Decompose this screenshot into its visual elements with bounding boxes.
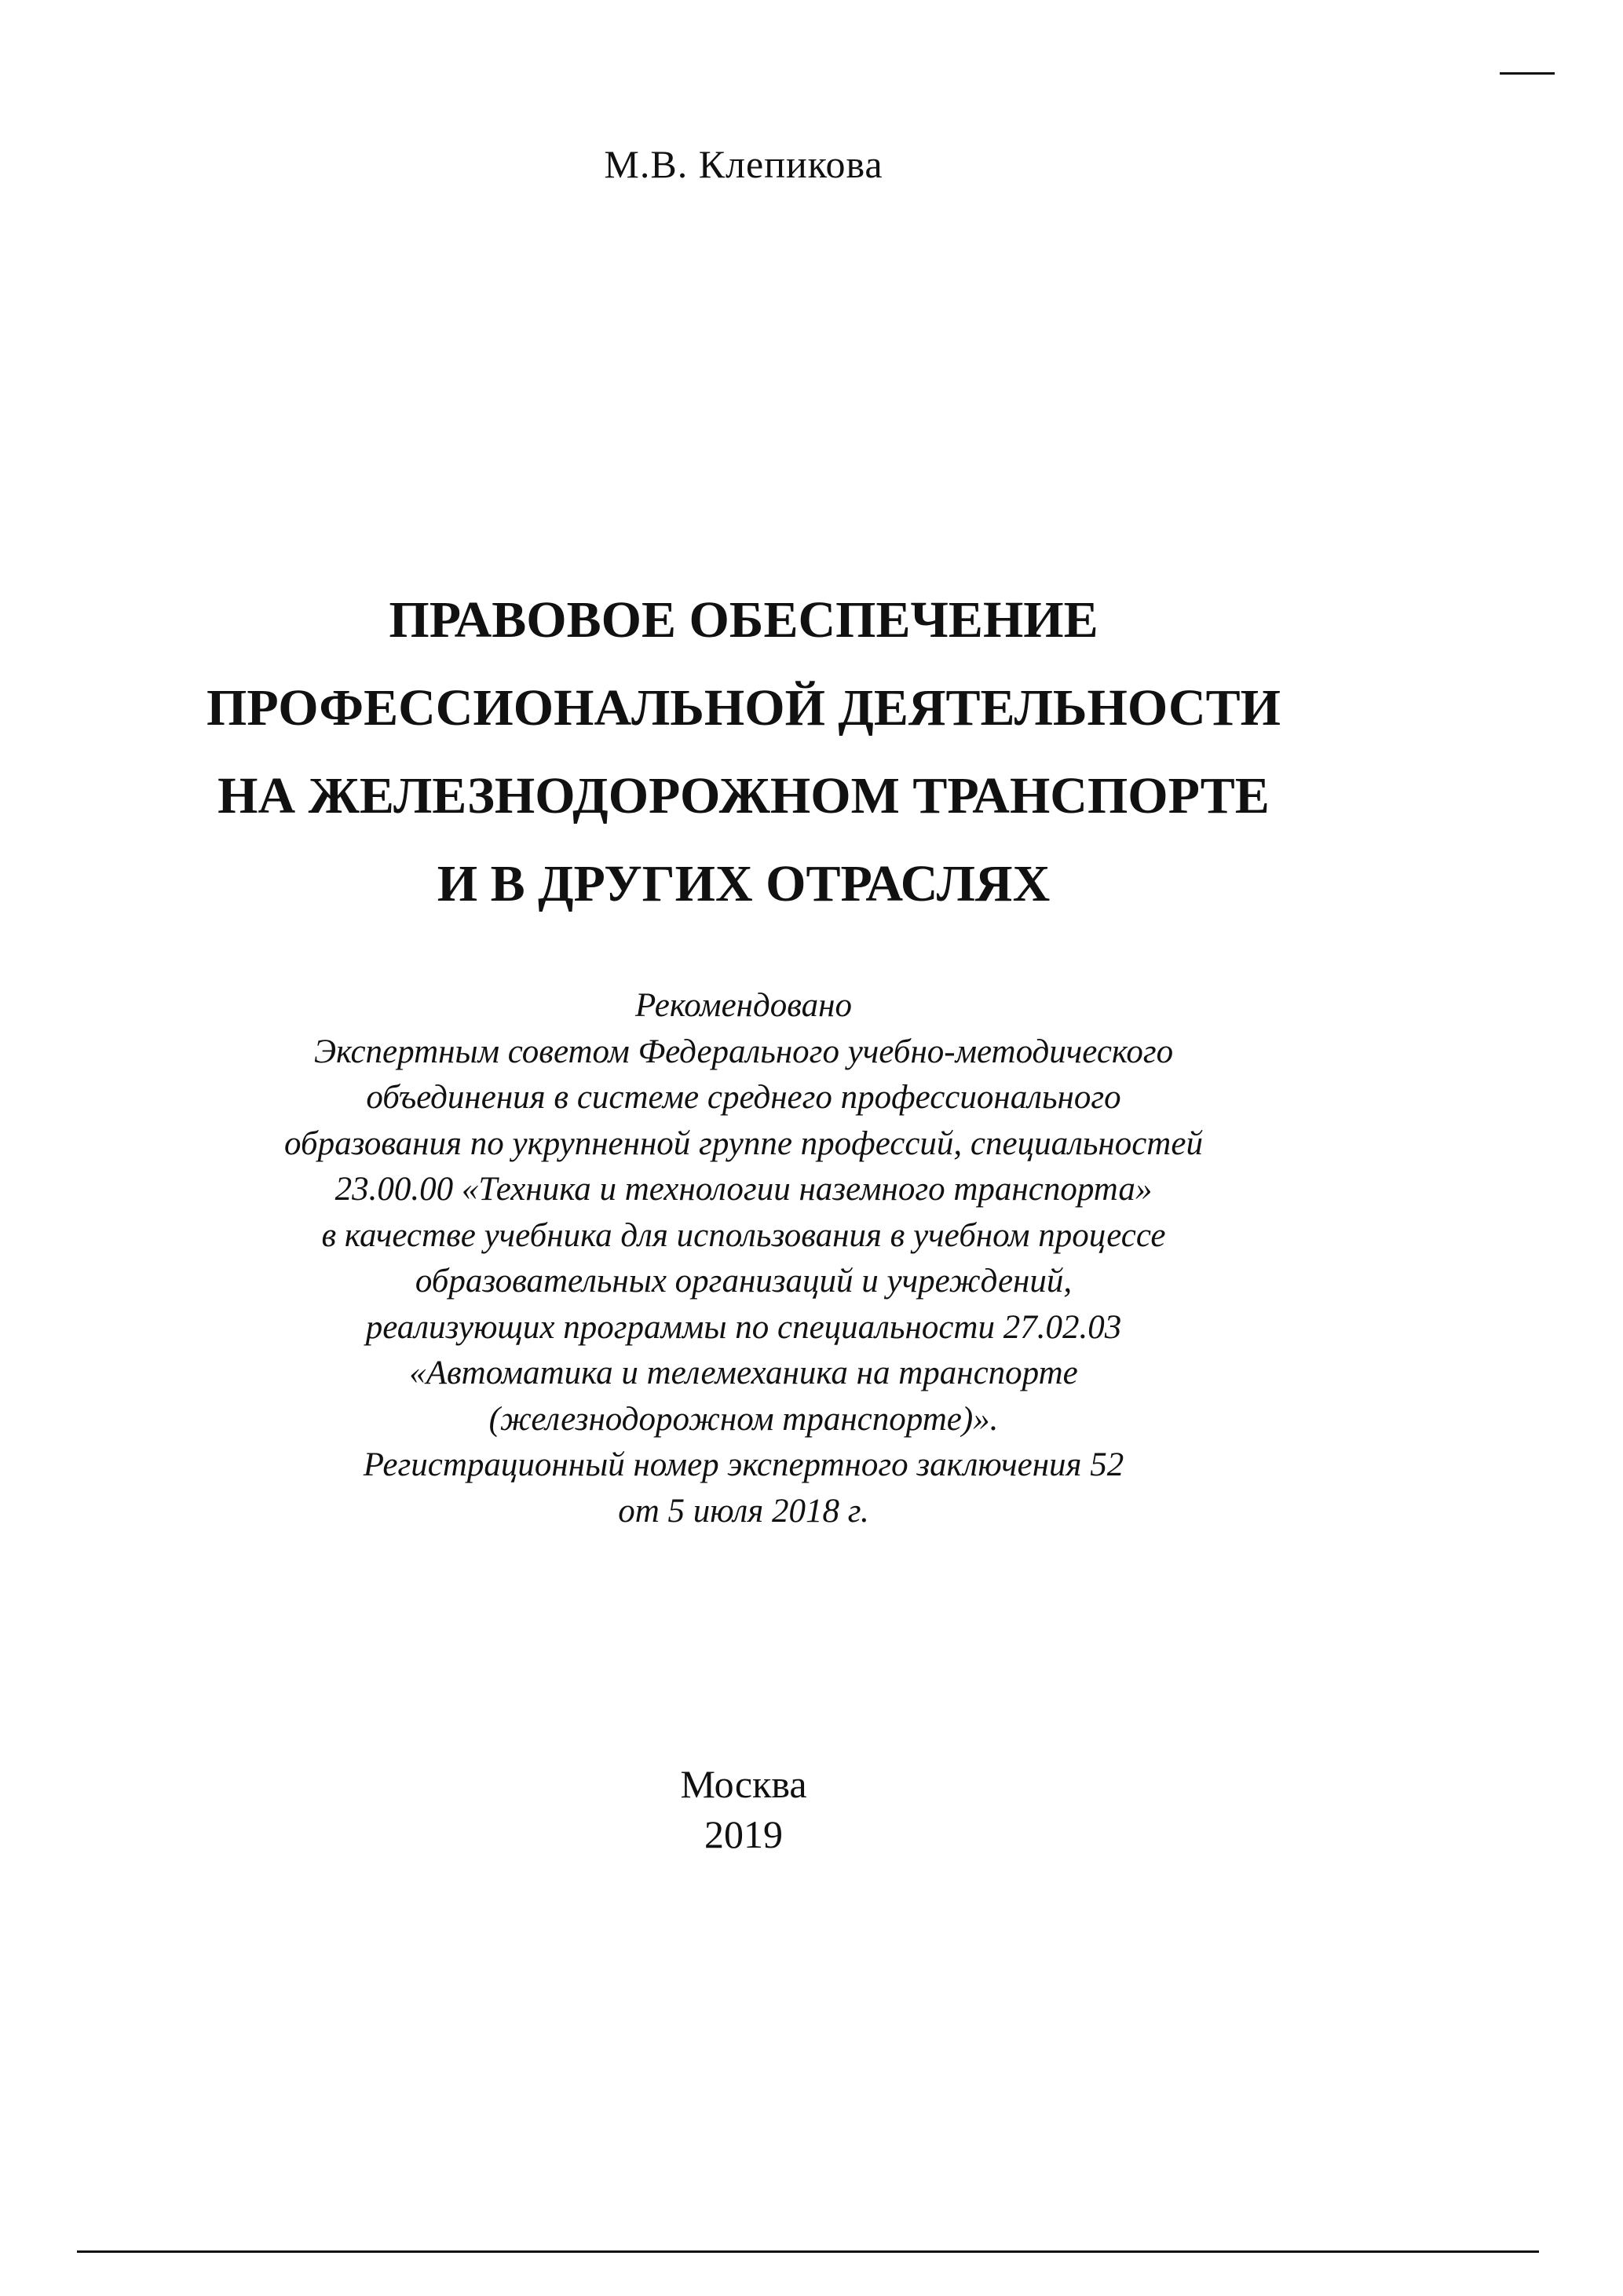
- imprint: [0, 1759, 1487, 1859]
- title-line: ПРОФЕССИОНАЛЬНОЙ ДЕЯТЕЛЬНОСТИ: [206, 679, 1281, 737]
- title-line: ПРАВОВОЕ ОБЕСПЕЧЕНИЕ: [389, 591, 1098, 649]
- recommendation-line: 23.00.00 «Техника и технологии наземного транспорта»: [334, 1171, 1153, 1208]
- recommendation-line: в качестве учебника для использования в учебном процессе: [321, 1216, 1166, 1254]
- recommendation-line: образования по укрупненной группе профессий, специальностей: [284, 1124, 1203, 1162]
- recommendation-line: Регистрационный номер экспертного заключения 52: [363, 1446, 1124, 1483]
- recommendation-line: (железнодорожном транспорте)».: [488, 1400, 999, 1438]
- recommendation-line: образовательных организаций и учреждений,: [415, 1263, 1073, 1300]
- recommendation-line: реализующих программы по специальности 27.02.03: [365, 1308, 1122, 1346]
- recommendation-line: «Автоматика и телемеханика на транспорте: [409, 1355, 1078, 1391]
- recommendation-block: [118, 983, 1369, 1534]
- bottom-rule: [77, 2250, 1539, 2253]
- recommendation-line: Экспертным советом Федерального учебно-методического: [313, 1033, 1174, 1070]
- top-right-dash: [1500, 72, 1555, 75]
- author-name: М.В. Клепикова: [604, 142, 883, 186]
- title-line: НА ЖЕЛЕЗНОДОРОЖНОМ ТРАНСПОРТЕ: [217, 767, 1270, 824]
- recommendation-line: объединения в системе среднего профессионального: [366, 1079, 1121, 1116]
- title-line: И В ДРУГИХ ОТРАСЛЯХ: [437, 855, 1051, 912]
- imprint-year: 2019: [704, 1812, 783, 1856]
- recommendation-line: Рекомендовано: [635, 987, 852, 1024]
- recommendation-line: от 5 июля 2018 г.: [618, 1492, 869, 1530]
- imprint-city: Москва: [680, 1762, 807, 1806]
- book-title: [79, 576, 1409, 928]
